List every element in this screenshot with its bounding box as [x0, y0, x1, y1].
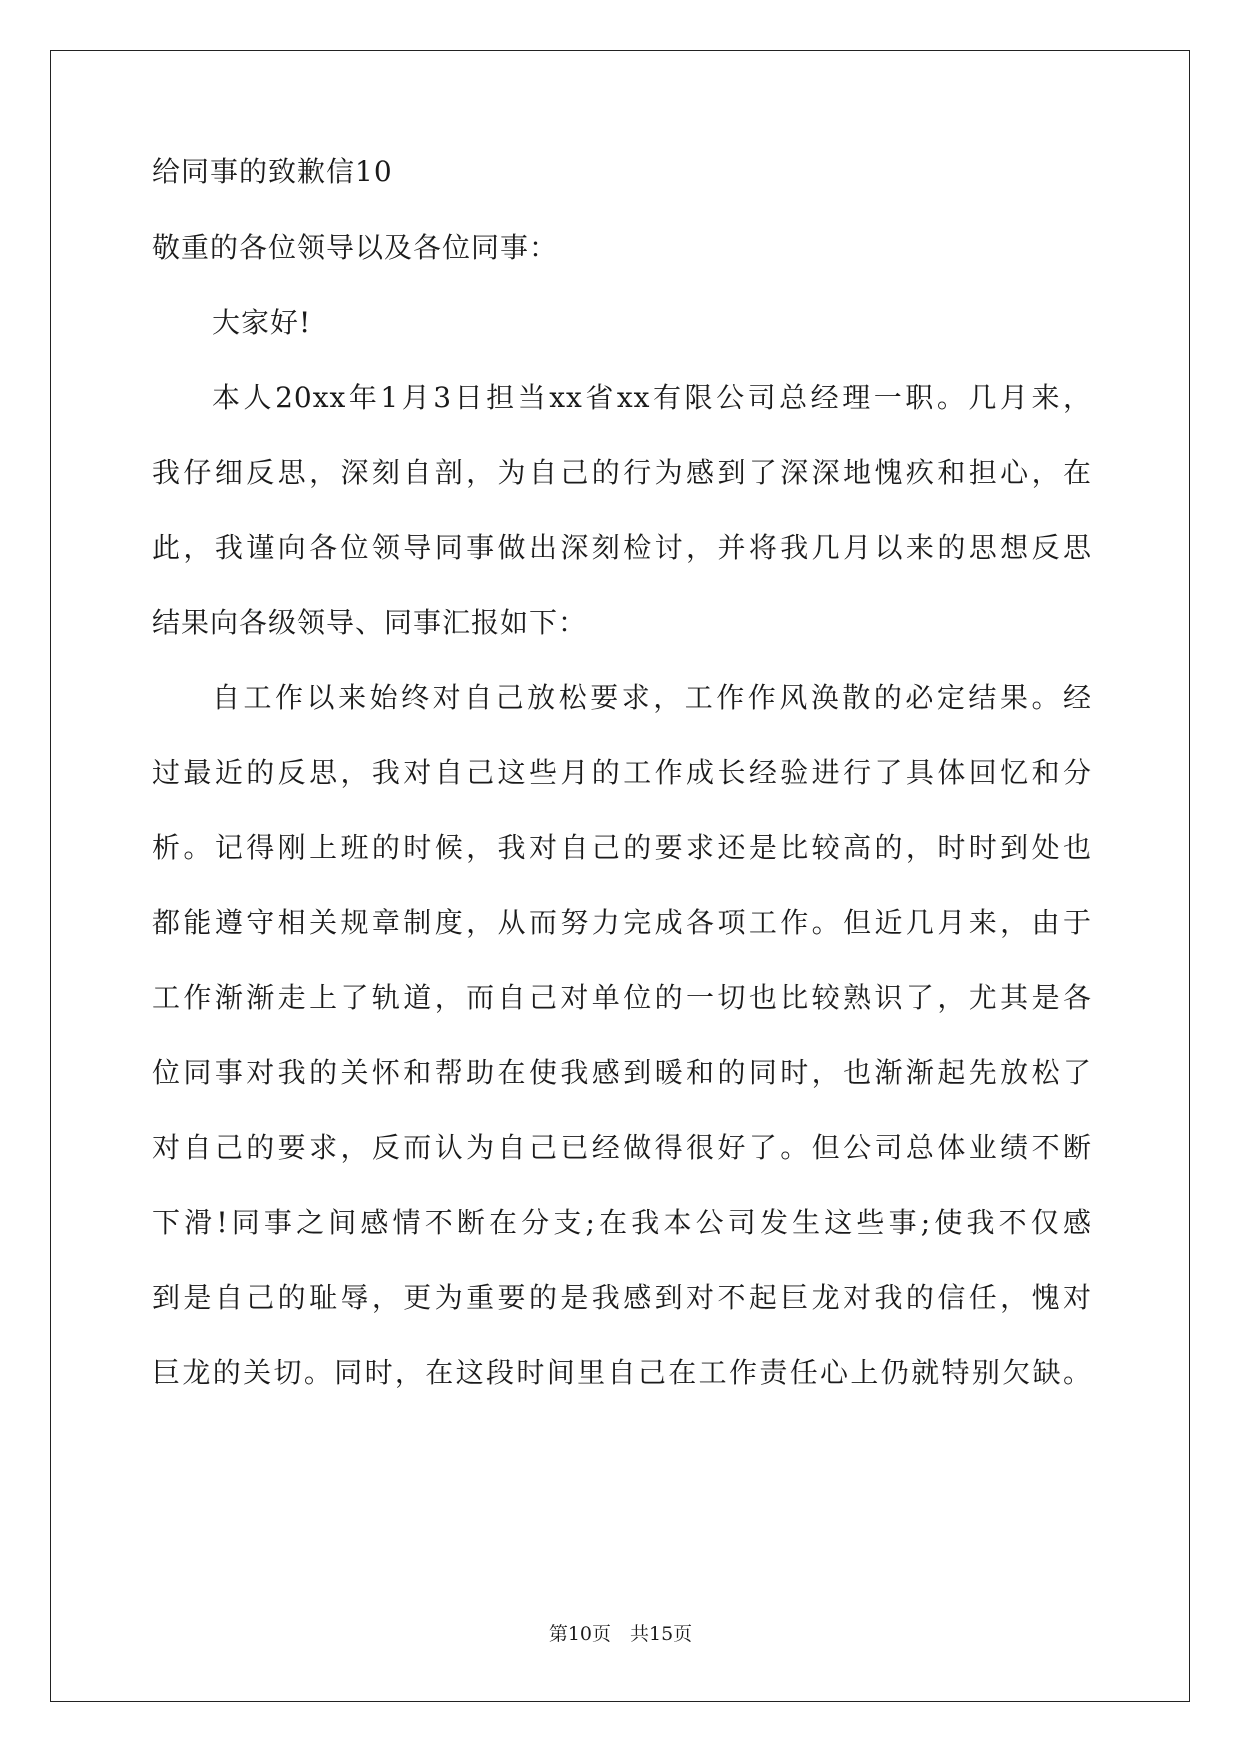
document-title: 给同事的致歉信10 — [152, 155, 393, 188]
paragraph-line: 都能遵守相关规章制度，从而努力完成各项工作。但近几月来，由于 — [152, 906, 1092, 939]
paragraph-line: 自工作以来始终对自己放松要求，工作作风涣散的必定结果。经 — [212, 681, 1092, 714]
paragraph-line: 析。记得刚上班的时候，我对自己的要求还是比较高的，时时到处也 — [152, 831, 1092, 864]
page-number-footer: 第10页 共15页 — [548, 1623, 693, 1645]
paragraph-line: 对自己的要求，反而认为自己已经做得很好了。但公司总体业绩不断 — [152, 1131, 1092, 1164]
paragraph-line: 位同事对我的关怀和帮助在使我感到暖和的同时，也渐渐起先放松了 — [152, 1056, 1092, 1089]
greeting: 大家好! — [212, 306, 312, 339]
paragraph-line: 巨龙的关切。同时，在这段时间里自己在工作责任心上仍就特别欠缺。 — [152, 1356, 1092, 1389]
paragraph-line: 工作渐渐走上了轨道，而自己对单位的一切也比较熟识了，尤其是各 — [152, 981, 1092, 1014]
paragraph-line: 下滑!同事之间感情不断在分支;在我本公司发生这些事;使我不仅感 — [152, 1206, 1092, 1239]
paragraph-line: 结果向各级领导、同事汇报如下： — [152, 606, 588, 639]
paragraph-line: 过最近的反思，我对自己这些月的工作成长经验进行了具体回忆和分 — [152, 756, 1092, 789]
salutation: 敬重的各位领导以及各位同事： — [152, 231, 559, 264]
paragraph-line: 到是自己的耻辱，更为重要的是我感到对不起巨龙对我的信任，愧对 — [152, 1281, 1092, 1314]
paragraph-line: 本人20xx年1月3日担当xx省xx有限公司总经理一职。几月来， — [212, 381, 1092, 414]
page-border — [50, 50, 1190, 1702]
paragraph-line: 我仔细反思，深刻自剖，为自己的行为感到了深深地愧疚和担心，在 — [152, 456, 1092, 489]
paragraph-line: 此，我谨向各位领导同事做出深刻检讨，并将我几月以来的思想反思 — [152, 531, 1092, 564]
